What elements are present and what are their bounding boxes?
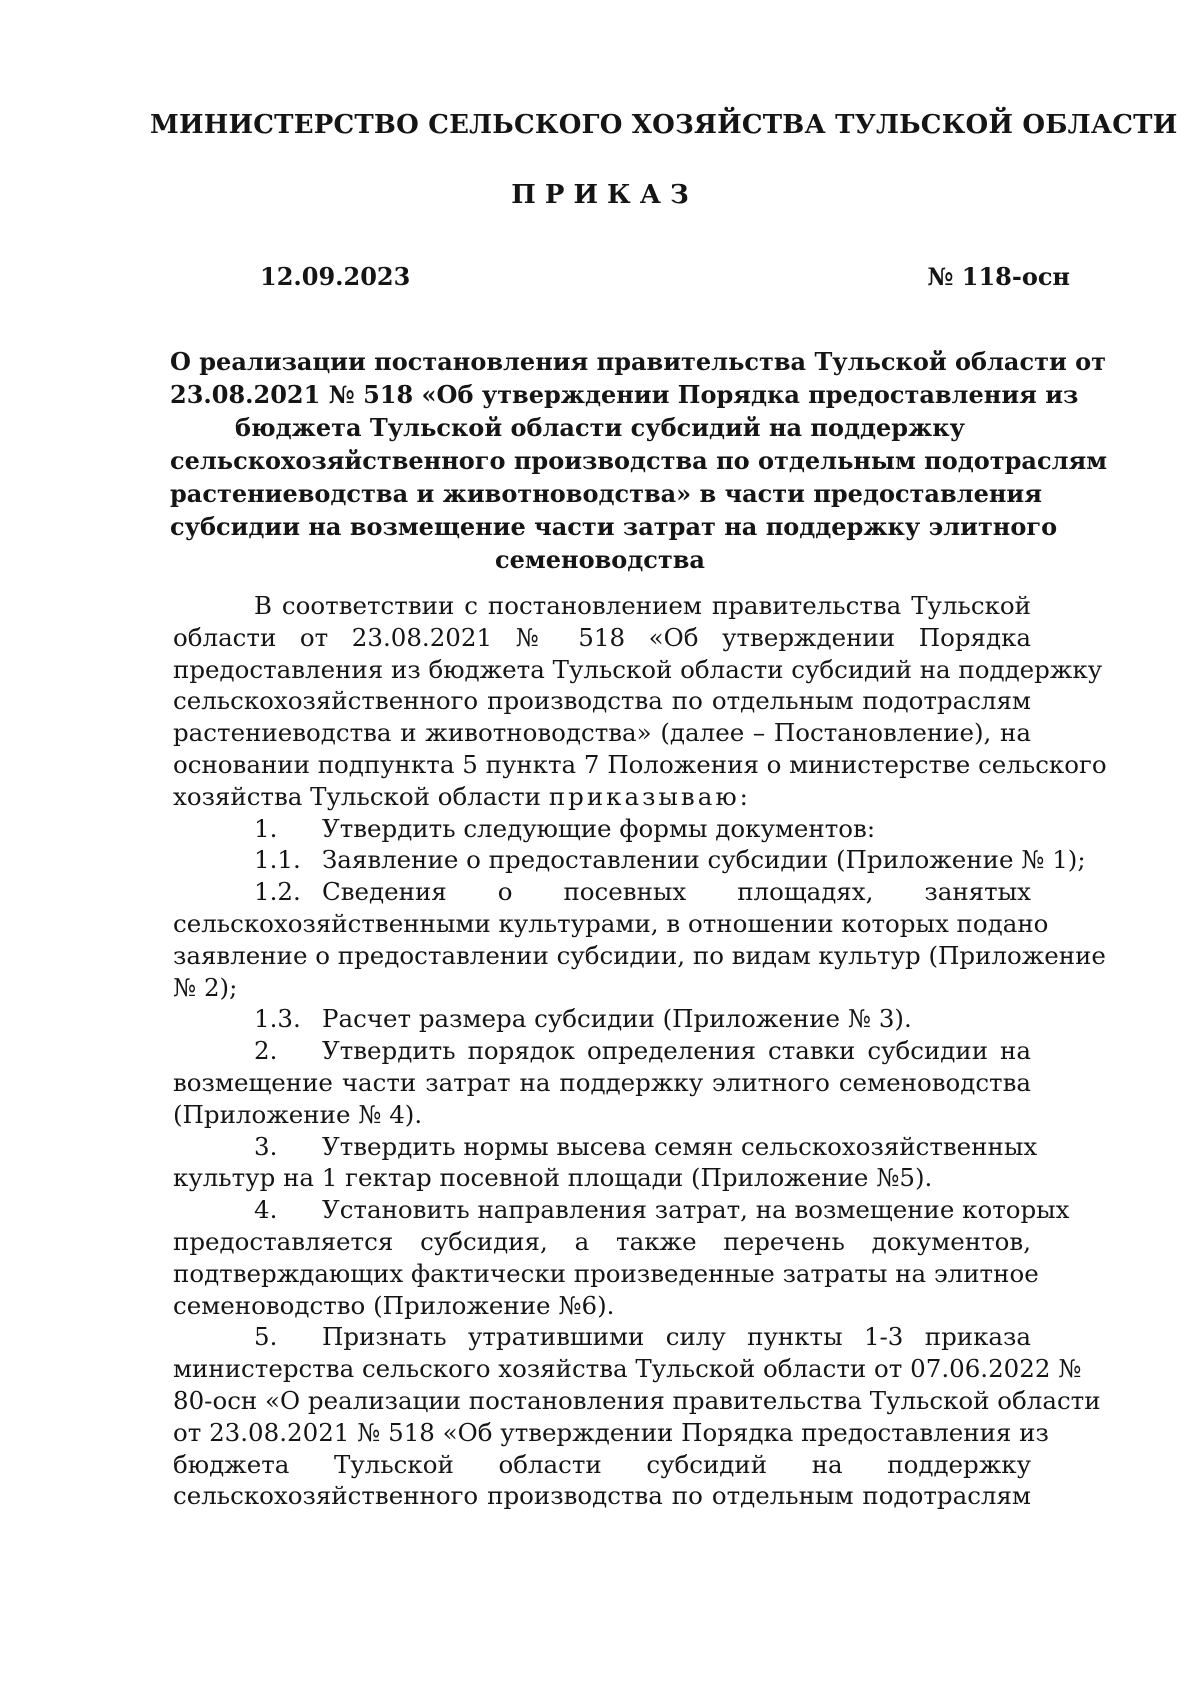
title-line: семеноводства [495,545,705,574]
preamble-line: растениеводства и животноводства» (далее – Постановление), на [173,718,1031,748]
item-number: 1.2. [254,877,301,907]
item-number: 5. [254,1322,278,1352]
item-text: Утвердить нормы высева семян сельскохозяйственных [322,1131,1038,1161]
item-line: бюджета Тульской области субсидий на поддержку [173,1449,1031,1479]
title-line: О реализации постановления правительства Тульской области от [170,347,1106,376]
item-4 [173,1194,1070,1226]
order-verb: приказываю: [548,781,751,811]
item-number: 2. [254,1036,278,1066]
item-line: № 2); [173,972,238,1002]
item-5 [173,1321,1031,1353]
preamble-line: предоставления из бюджета Тульской области субсидий на поддержку [173,654,1103,684]
ministry-name: МИНИСТЕРСТВО СЕЛЬСКОГО ХОЗЯЙСТВА ТУЛЬСКОЙ ОБЛАСТИ [150,110,1178,140]
order-body [173,590,1107,1512]
order-title [170,345,1108,576]
order-number: № 118-осн [927,262,1070,291]
item-line: заявление о предоставлении субсидии, по видам культур (Приложение [173,940,1106,970]
item-1 [173,813,1031,845]
item-line: сельскохозяйственного производства по отдельным подотраслям [173,1481,1031,1511]
item-number: 3. [254,1131,278,1161]
item-line: министерства сельского хозяйства Тульской области от 07.06.2022 № [173,1354,1082,1384]
preamble-line [173,781,1031,813]
title-line: 23.08.2021 № 518 «Об утверждении Порядка предоставления из [170,380,1079,409]
item-1-2 [173,876,1031,908]
document-type: П Р И К А З [511,180,689,210]
item-number: 4. [254,1195,278,1225]
item-line: возмещение части затрат на поддержку элитного семеноводства [173,1067,1031,1097]
title-line: сельскохозяйственного производства по отдельным подотраслям [170,446,1108,475]
item-text: Расчет размера субсидии (Приложение № 3). [322,1004,912,1034]
item-line: 80-осн «О реализации постановления правительства Тульской области [173,1385,1101,1415]
item-2 [173,1035,1031,1067]
preamble-text: хозяйства Тульской области [173,781,549,811]
item-line: подтверждающих фактически произведенные затраты на элитное [173,1258,1039,1288]
item-text: Утвердить порядок определения ставки субсидии на [322,1036,1031,1066]
title-line: субсидии на возмещение части затрат на поддержку элитного [170,512,1058,541]
item-text: Признать утратившими силу пункты 1-3 приказа [322,1322,1031,1352]
item-3 [173,1131,1038,1163]
item-line: (Приложение № 4). [173,1099,423,1129]
item-1-3 [173,1003,1031,1035]
item-text: Утвердить следующие формы документов: [322,813,876,843]
preamble-line: сельскохозяйственного производства по отдельным подотраслям [173,686,1031,716]
item-line: предоставляется субсидия, а также перечень документов, [173,1226,1031,1256]
item-line: сельскохозяйственными культурами, в отношении которых подано [173,908,1049,938]
item-number: 1.1. [254,845,301,875]
preamble-line: В соответствии с постановлением правительства Тульской [254,591,1031,620]
item-1-1 [173,844,1086,876]
item-number: 1. [254,813,278,843]
item-number: 1.3. [254,1004,301,1034]
preamble-line: основании подпункта 5 пункта 7 Положения о министерстве сельского [173,749,1107,779]
title-line: растениеводства и животноводства» в части предоставления [170,479,1042,508]
title-line: бюджета Тульской области субсидий на поддержку [235,413,965,442]
item-text: Заявление о предоставлении субсидии (Приложение № 1); [322,845,1086,875]
preamble-line: области от 23.08.2021 № 518 «Об утверждении Порядка [173,622,1031,652]
order-date: 12.09.2023 [260,262,411,291]
item-line: культур на 1 гектар посевной площади (Приложение №5). [173,1163,933,1193]
item-text: Установить направления затрат, на возмещение которых [322,1195,1070,1225]
item-text: Сведения о посевных площадях, занятых [322,877,1031,907]
item-line: семеноводство (Приложение №6). [173,1290,615,1320]
item-line: от 23.08.2021 № 518 «Об утверждении Порядка предоставления из [173,1417,1049,1447]
